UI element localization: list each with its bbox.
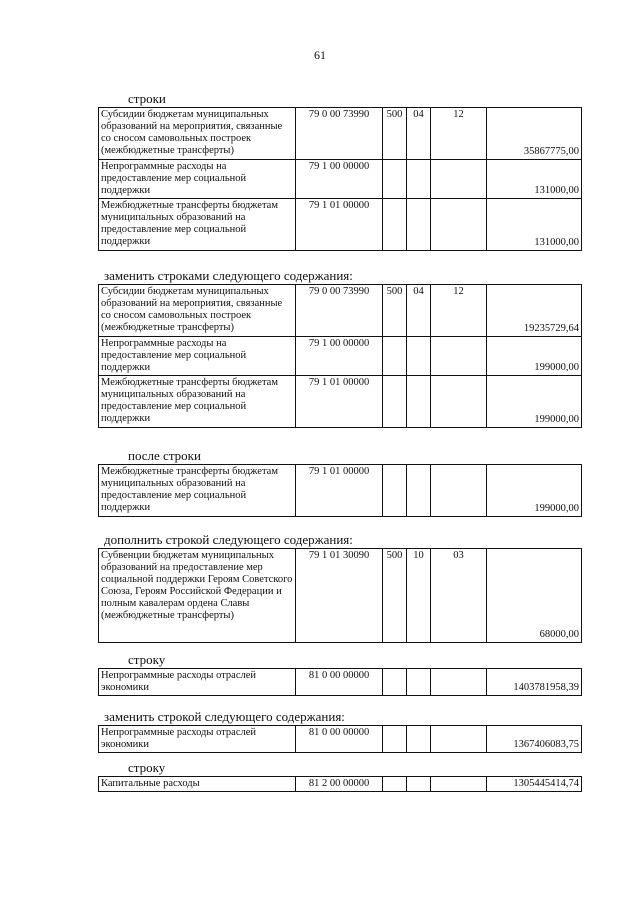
table-row — [99, 108, 582, 160]
table-row — [99, 726, 582, 753]
section-heading: строки — [128, 91, 166, 106]
row-code: 81 0 00 00000 — [296, 726, 383, 753]
row-code: 79 1 00 00000 — [296, 337, 383, 376]
row-sum: 35867775,00 — [487, 108, 582, 160]
row-name: Непрограммные расходы на предоставление мер социальной поддержки — [99, 160, 296, 199]
row-code: 81 2 00 00000 — [296, 777, 383, 792]
section-heading: заменить строкой следующего содержания: — [104, 709, 345, 724]
row-vr — [383, 160, 407, 199]
row-rz: 04 — [407, 285, 431, 337]
row-rz — [407, 160, 431, 199]
table-row — [99, 549, 582, 643]
row-vr — [383, 376, 407, 428]
row-name: Межбюджетные трансферты бюджетам муниципальных образований на предоставление мер социальной поддержки — [99, 199, 296, 251]
row-pr — [431, 669, 487, 696]
table-row — [99, 669, 582, 696]
section-heading: заменить строками следующего содержания: — [104, 268, 353, 283]
section-heading: после строки — [128, 448, 201, 463]
row-code: 79 1 00 00000 — [296, 160, 383, 199]
row-pr: 12 — [431, 285, 487, 337]
table-row — [99, 160, 582, 199]
budget-table — [98, 107, 582, 251]
row-sum: 131000,00 — [487, 199, 582, 251]
row-sum: 1403781958,39 — [487, 669, 582, 696]
row-rz — [407, 465, 431, 517]
row-name: Непрограммные расходы отраслей экономики — [99, 726, 296, 753]
row-name: Непрограммные расходы отраслей экономики — [99, 669, 296, 696]
row-rz — [407, 726, 431, 753]
row-rz — [407, 199, 431, 251]
row-sum: 19235729,64 — [487, 285, 582, 337]
row-pr: 12 — [431, 108, 487, 160]
row-rz: 10 — [407, 549, 431, 643]
row-vr — [383, 669, 407, 696]
section-heading: строку — [128, 652, 166, 667]
row-pr — [431, 465, 487, 517]
row-pr: 03 — [431, 549, 487, 643]
row-pr — [431, 376, 487, 428]
row-pr — [431, 337, 487, 376]
table-row — [99, 337, 582, 376]
table-row — [99, 376, 582, 428]
row-name: Непрограммные расходы на предоставление мер социальной поддержки — [99, 337, 296, 376]
row-sum: 199000,00 — [487, 337, 582, 376]
row-rz — [407, 376, 431, 428]
row-pr — [431, 160, 487, 199]
budget-table — [98, 464, 582, 517]
budget-table — [98, 284, 582, 428]
row-sum: 131000,00 — [487, 160, 582, 199]
row-code: 79 1 01 00000 — [296, 465, 383, 517]
row-name: Субсидии бюджетам муниципальных образований на мероприятия, связанные со сносом самовольных построек (межбюджетные трансферты) — [99, 108, 296, 160]
row-name: Капитальные расходы — [99, 777, 296, 792]
section-heading: дополнить строкой следующего содержания: — [104, 532, 353, 547]
row-pr — [431, 726, 487, 753]
row-vr: 500 — [383, 108, 407, 160]
row-vr: 500 — [383, 285, 407, 337]
table-row — [99, 465, 582, 517]
page-number: 61 — [314, 48, 326, 62]
row-pr — [431, 199, 487, 251]
table-row — [99, 777, 582, 792]
row-rz — [407, 777, 431, 792]
row-code: 79 1 01 00000 — [296, 376, 383, 428]
row-pr — [431, 777, 487, 792]
row-sum: 199000,00 — [487, 376, 582, 428]
row-vr — [383, 726, 407, 753]
row-sum: 1367406083,75 — [487, 726, 582, 753]
row-sum: 199000,00 — [487, 465, 582, 517]
row-name: Субсидии бюджетам муниципальных образований на мероприятия, связанные со сносом самовольных построек (межбюджетные трансферты) — [99, 285, 296, 337]
row-vr — [383, 777, 407, 792]
row-vr — [383, 465, 407, 517]
row-vr: 500 — [383, 549, 407, 643]
row-name: Субвенции бюджетам муниципальных образований на предоставление мер социальной поддержки Героям Советского Союза, Героям Российской Федерации и полным кавалерам ордена Славы (межбюджетные трансферты) — [99, 549, 296, 643]
row-rz — [407, 337, 431, 376]
row-name: Межбюджетные трансферты бюджетам муниципальных образований на предоставление мер социальной поддержки — [99, 465, 296, 517]
budget-table — [98, 668, 582, 696]
section-heading: строку — [128, 760, 166, 775]
table-row — [99, 285, 582, 337]
row-rz: 04 — [407, 108, 431, 160]
row-code: 79 0 00 73990 — [296, 108, 383, 160]
row-vr — [383, 337, 407, 376]
row-rz — [407, 669, 431, 696]
row-code: 79 1 01 30090 — [296, 549, 383, 643]
row-sum: 1305445414,74 — [487, 777, 582, 792]
row-code: 79 0 00 73990 — [296, 285, 383, 337]
row-vr — [383, 199, 407, 251]
budget-table — [98, 725, 582, 753]
row-code: 81 0 00 00000 — [296, 669, 383, 696]
row-name: Межбюджетные трансферты бюджетам муниципальных образований на предоставление мер социальной поддержки — [99, 376, 296, 428]
budget-table — [98, 776, 582, 792]
table-row — [99, 199, 582, 251]
row-sum: 68000,00 — [487, 549, 582, 643]
budget-table — [98, 548, 582, 643]
row-code: 79 1 01 00000 — [296, 199, 383, 251]
